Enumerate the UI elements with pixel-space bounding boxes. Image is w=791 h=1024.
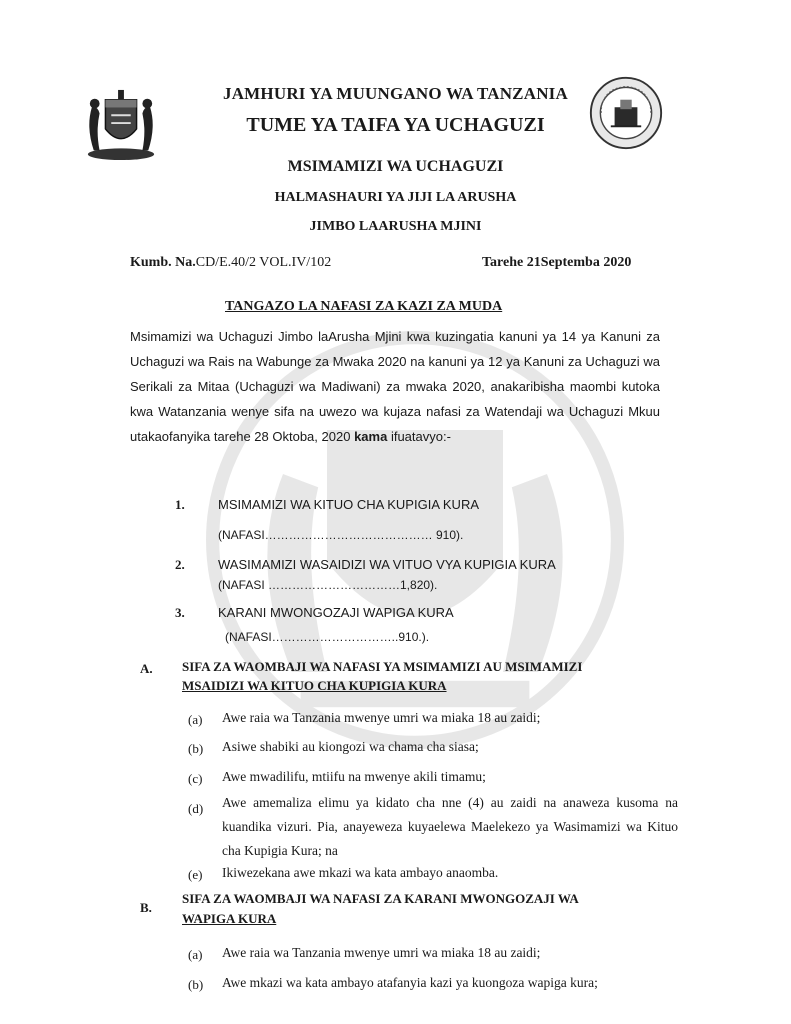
- section-a-title-line1: SIFA ZA WAOMBAJI WA NAFASI YA MSIMAMIZI AU MSIMAMIZI: [182, 659, 583, 674]
- commission-name-heading: TUME YA TAIFA YA UCHAGUZI: [246, 114, 545, 136]
- section-b-letter: B.: [140, 900, 152, 915]
- notice-intro-paragraph: Msimamizi wa Uchaguzi Jimbo laArusha Mjini kwa kuzingatia kanuni ya 14 ya Kanuni za Uchaguzi wa Rais na Wabunge za Mwaka 2020 na kanuni ya 12 ya Kanuni za Uchaguzi wa Serikali za Mitaa (Uchaguzi wa Madiwani) za mwaka 2020, anakaribisha maombi kutoka kwa Watanzania wenye sifa na uwezo wa kujaza nafasi za Watendaji wa Uchaguzi Mkuu utakaofanyika tarehe 28 Oktoba, 2020 kama ifuatavyo:-: [130, 329, 660, 444]
- list-item-letter: (e): [188, 867, 203, 882]
- document-date: Tarehe 21Septemba 2020: [482, 255, 632, 270]
- section-a-title-line2: MSAIDIZI WA KITUO CHA KUPIGIA KURA: [182, 678, 447, 693]
- list-item-text: Awe raia wa Tanzania mwenye umri wa miaka 18 au zaidi;: [222, 945, 541, 960]
- list-item-letter: (c): [188, 771, 203, 786]
- position-slots: (NAFASI…………………………………… 910).: [218, 528, 464, 542]
- list-item-text: Awe amemaliza elimu ya kidato cha nne (4) au zaidi na anaweza kusoma na kuandika vizuri. Pia, anayeweza kuyaelewa Maelekezo ya Wasimamizi wa Kituo cha Kupigia Kura; na: [222, 795, 678, 858]
- notice-title: TANGAZO LA NAFASI ZA KAZI ZA MUDA: [225, 299, 503, 314]
- position-title: KARANI MWONGOZAJI WAPIGA KURA: [218, 605, 454, 620]
- section-b-title-line2: WAPIGA KURA: [182, 911, 277, 926]
- list-item-text: Awe raia wa Tanzania mwenye umri wa miaka 18 au zaidi;: [222, 710, 541, 725]
- list-item-text: Ikiwezekana awe mkazi wa kata ambayo anaomba.: [222, 865, 499, 880]
- reference-number: Kumb. Na.CD/E.40/2 VOL.IV/102: [130, 255, 332, 270]
- list-item-letter: (a): [188, 947, 203, 962]
- list-item-text: Awe mkazi wa kata ambayo atafanyia kazi ya kuongoza wapiga kura;: [222, 975, 598, 990]
- list-item-letter: (d): [188, 801, 204, 816]
- position-title: MSIMAMIZI WA KITUO CHA KUPIGIA KURA: [218, 497, 479, 512]
- position-number: 3.: [175, 605, 185, 620]
- position-slots: (NAFASI…………………………..910.).: [225, 630, 430, 644]
- position-number: 1.: [175, 497, 185, 512]
- section-a-letter: A.: [140, 661, 153, 676]
- list-item-letter: (a): [188, 712, 203, 727]
- list-item-letter: (b): [188, 977, 204, 992]
- constituency-heading: JIMBO LAARUSHA MJINI: [309, 219, 482, 234]
- list-item-text: Asiwe shabiki au kiongozi wa chama cha siasa;: [222, 739, 479, 754]
- section-b-title-line1: SIFA ZA WAOMBAJI WA NAFASI ZA KARANI MWONGOZAJI WA: [182, 891, 579, 906]
- list-item-letter: (b): [188, 741, 204, 756]
- officer-title-heading: MSIMAMIZI WA UCHAGUZI: [287, 158, 504, 175]
- position-slots: (NAFASI ……………………………1,820).: [218, 578, 438, 592]
- country-name-heading: JAMHURI YA MUUNGANO WA TANZANIA: [223, 84, 568, 103]
- council-heading: HALMASHAURI YA JIJI LA ARUSHA: [274, 190, 517, 205]
- position-number: 2.: [175, 557, 185, 572]
- list-item-text: Awe mwadilifu, mtiifu na mwenye akili timamu;: [222, 769, 486, 784]
- position-title: WASIMAMIZI WASAIDIZI WA VITUO VYA KUPIGIA KURA: [218, 557, 556, 572]
